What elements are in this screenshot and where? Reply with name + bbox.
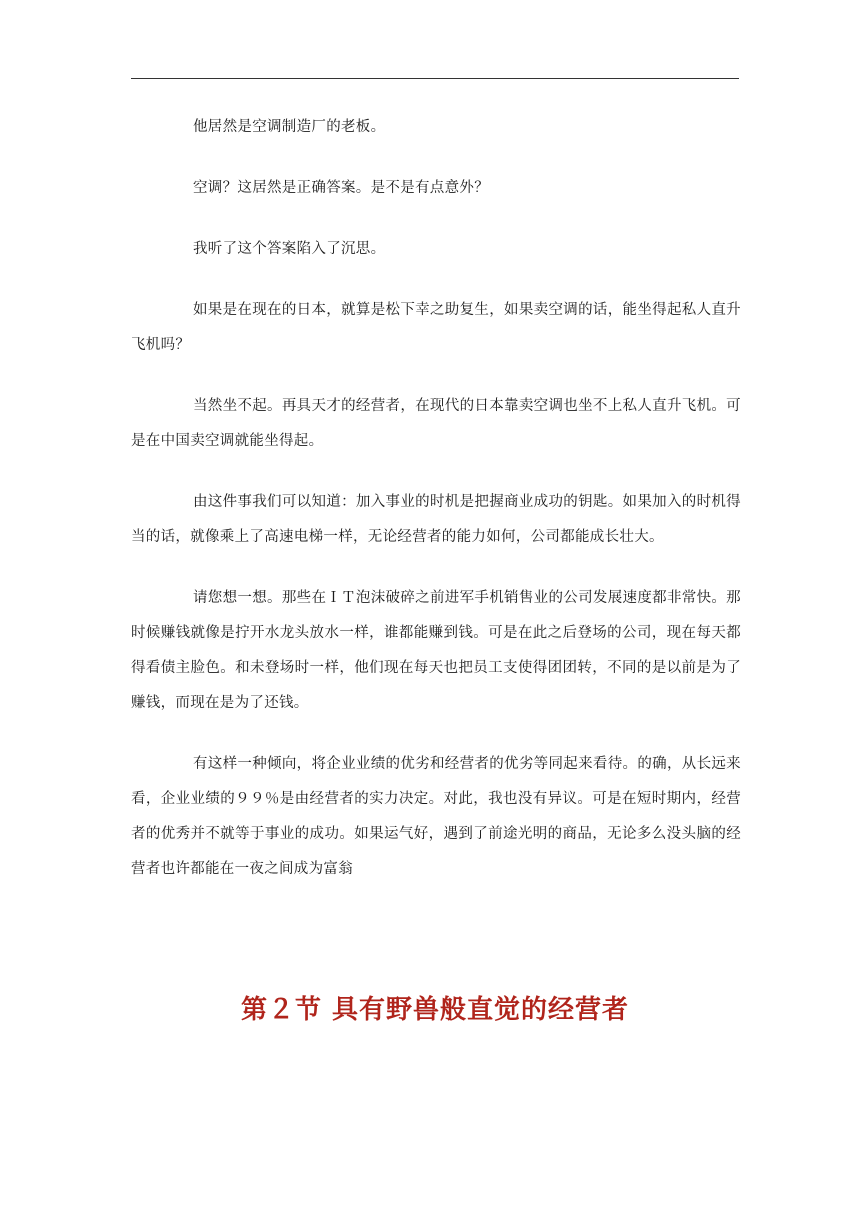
section-title: 第２节 具有野兽般直觉的经营者 <box>240 994 630 1025</box>
body-text <box>131 110 741 913</box>
header-rule <box>131 78 739 79</box>
paragraph: 他居然是空调制造厂的老板。 <box>193 119 386 135</box>
paragraph: 如果是在现在的日本，就算是松下幸之助复生，如果卖空调的话，能坐得起私人直升飞机吗？ <box>131 302 741 353</box>
paragraph: 空调？这居然是正确答案。是不是有点意外？ <box>193 180 489 196</box>
paragraph: 请您想一想。那些在ＩＴ泡沫破碎之前进军手机销售业的公司发展速度都非常快。那时候赚钱就像是拧开水龙头放水一样，谁都能赚到钱。可是在此之后登场的公司，现在每天都得看债主脸色。和未登场时一样，他们现在每天也把员工支使得团团转，不同的是以前是为了赚钱，而现在是为了还钱。 <box>131 590 741 711</box>
paragraph: 当然坐不起。再具天才的经营者，在现代的日本靠卖空调也坐不上私人直升飞机。可是在中国卖空调就能坐得起。 <box>131 398 741 449</box>
paragraph: 由这件事我们可以知道：加入事业的时机是把握商业成功的钥匙。如果加入的时机得当的话，就像乘上了高速电梯一样，无论经营者的能力如何，公司都能成长壮大。 <box>131 494 741 545</box>
paragraph: 我听了这个答案陷入了沉思。 <box>193 241 386 257</box>
paragraph: 有这样一种倾向，将企业业绩的优劣和经营者的优劣等同起来看待。的确，从长远来看，企业业绩的９９％是由经营者的实力决定。对此，我也没有异议。可是在短时期内，经营者的优秀并不就等于事业的成功。如果运气好，遇到了前途光明的商品，无论多么没头脑的经营者也许都能在一夜之间成为富翁 <box>131 756 741 877</box>
